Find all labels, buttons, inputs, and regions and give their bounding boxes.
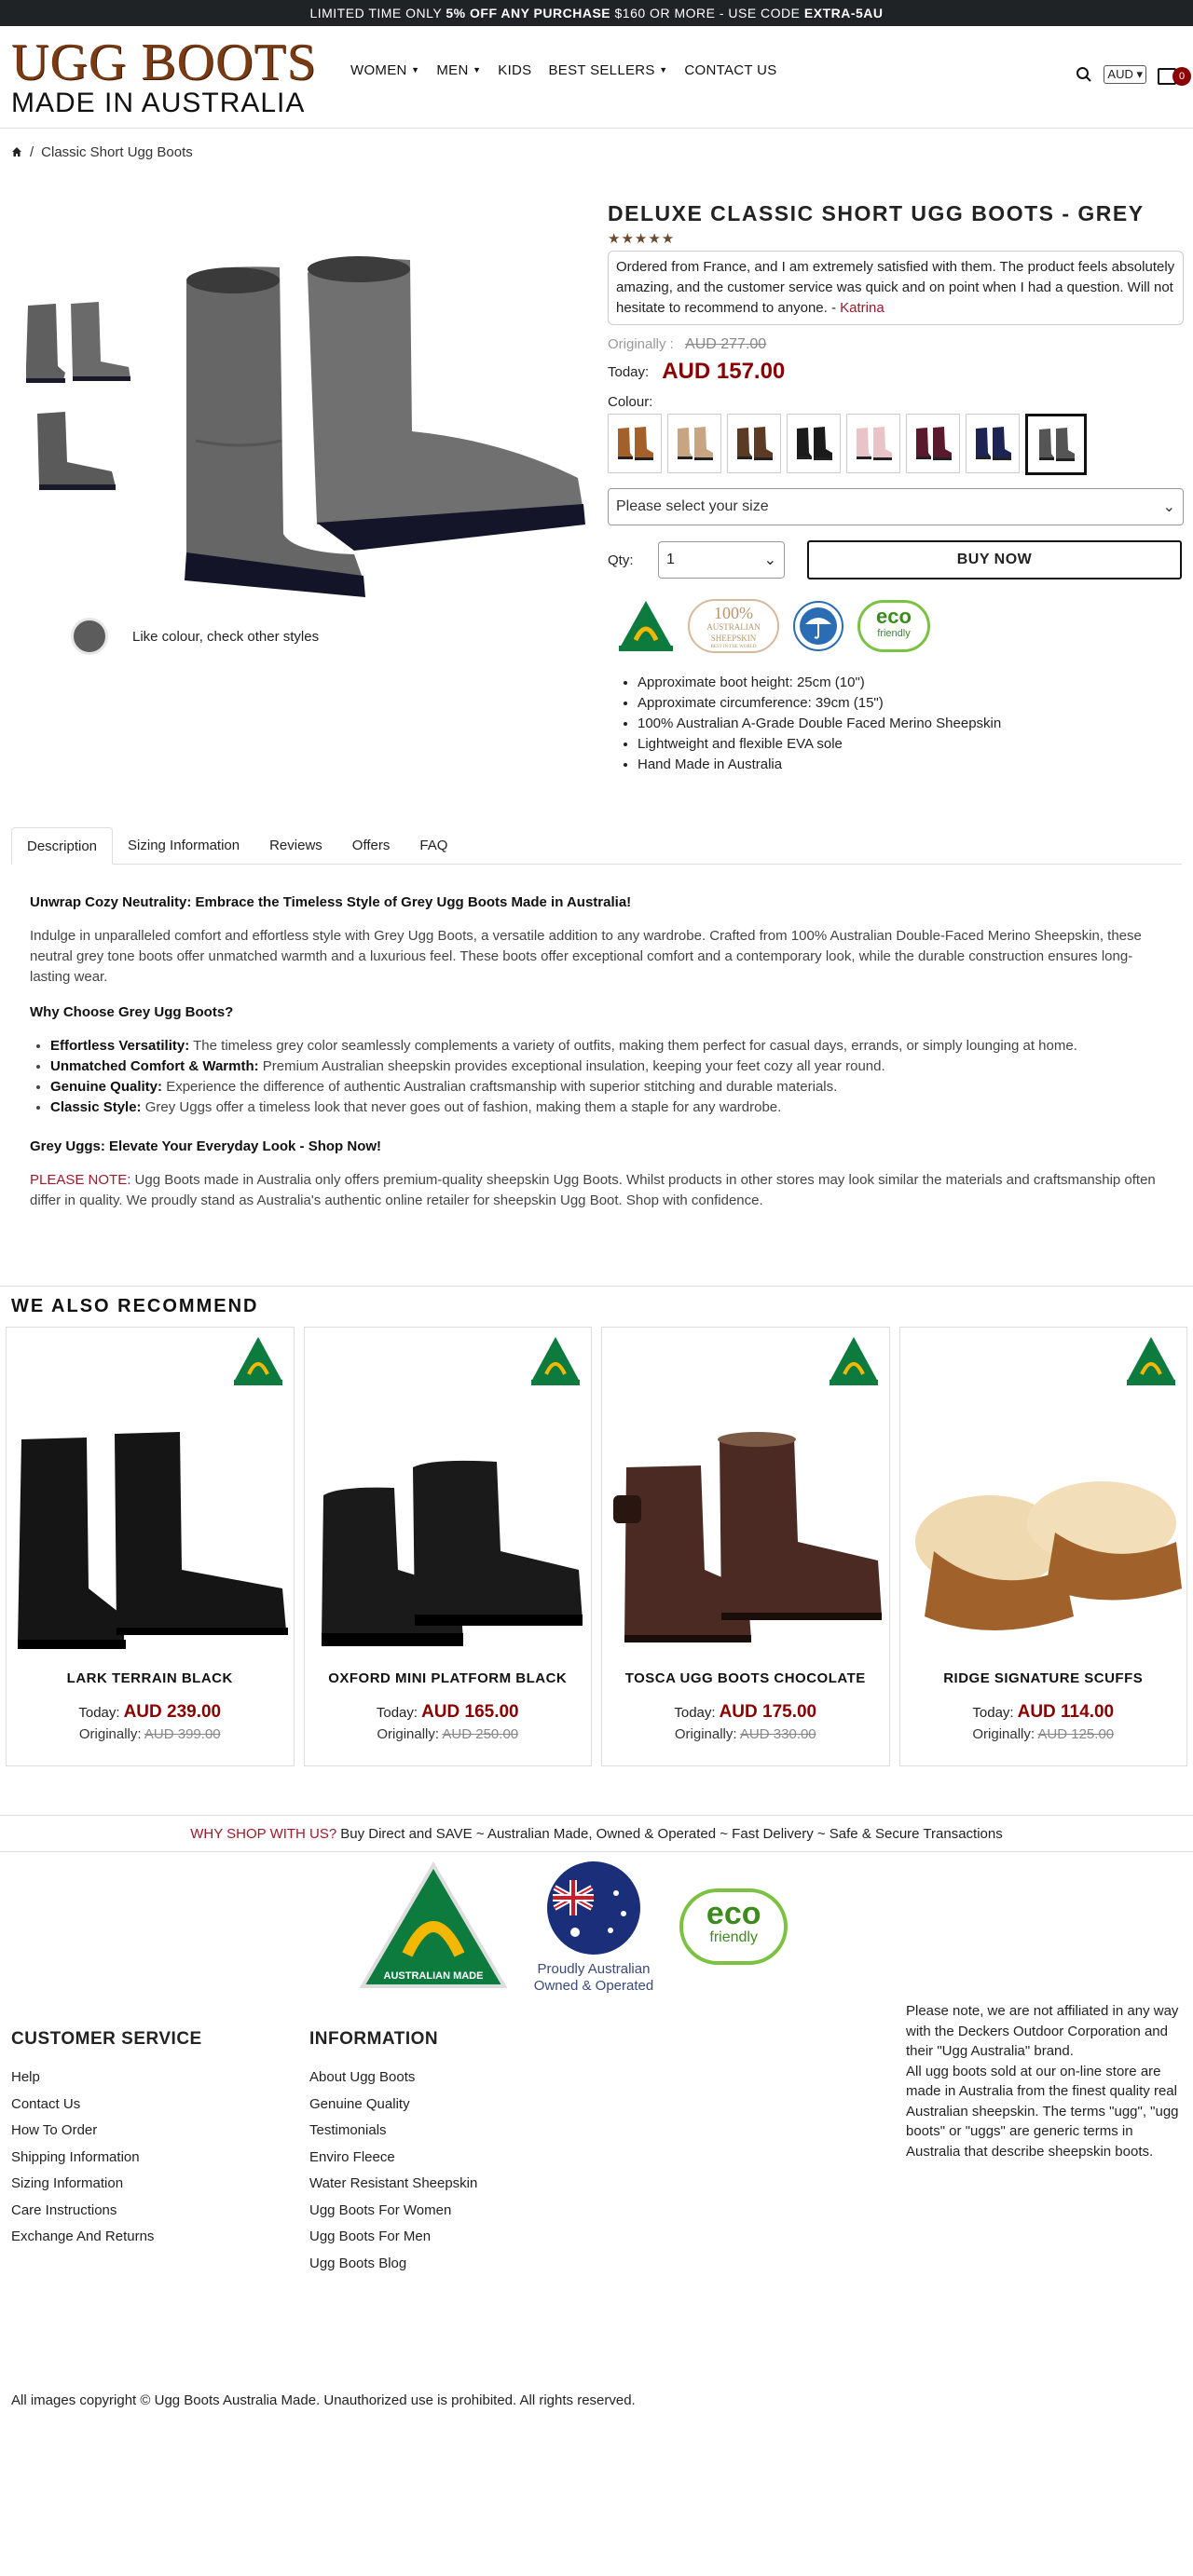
nav-best-sellers-label: BEST SELLERS	[548, 62, 655, 78]
benefit-title: Classic Style:	[50, 1099, 142, 1115]
product-card-original	[900, 1726, 1187, 1742]
benefit-text: Premium Australian sheepskin provides exceptional insulation, keeping your feet cozy all year round.	[262, 1058, 885, 1074]
footer-link[interactable]: Sizing Information	[11, 2175, 124, 2191]
buy-now-button[interactable]: BUY NOW	[807, 540, 1182, 579]
product-card-price: AUD 239.00	[123, 1702, 222, 1722]
water-resistant-icon	[792, 600, 844, 652]
benefit-text: Experience the difference of authentic Australian craftsmanship with superior stitching and durable materials.	[166, 1079, 838, 1095]
australian-made-icon	[617, 599, 675, 653]
product-card-today	[900, 1702, 1187, 1723]
product-card[interactable]	[304, 1327, 593, 1766]
australia-flag-icon	[545, 1860, 642, 1956]
product-card-original-price: AUD 250.00	[442, 1726, 519, 1742]
tab-sizing-information[interactable]: Sizing Information	[128, 838, 240, 853]
today-label: Today:	[972, 1705, 1014, 1721]
colour-swatches	[608, 414, 1184, 475]
currency-select[interactable]: AUD ▾	[1104, 65, 1146, 84]
site-header	[0, 26, 1193, 129]
caret-down-icon: ▼	[659, 65, 668, 75]
colour-swatch[interactable]	[608, 414, 662, 473]
product-card-original	[7, 1726, 294, 1742]
sheep-badge-1: 100%	[714, 604, 753, 622]
nav-kids-label: KIDS	[498, 62, 532, 78]
colour-swatch[interactable]	[846, 414, 900, 473]
copyright: All images copyright © Ugg Boots Australia Made. Unauthorized use is prohibited. All rights reserved.	[11, 2392, 636, 2408]
feature-list	[608, 673, 1184, 775]
product-card[interactable]	[6, 1327, 295, 1766]
proud-line-1: Proudly Australian	[537, 1960, 651, 1977]
footer-link[interactable]: Exchange And Returns	[11, 2228, 155, 2244]
disclaimer	[906, 2001, 1186, 2161]
home-icon[interactable]	[11, 146, 22, 157]
original-price-row	[608, 336, 1184, 353]
colour-swatch[interactable]	[906, 414, 960, 473]
tab-description[interactable]: Description	[11, 827, 113, 865]
featured-review	[608, 251, 1184, 325]
footer-link[interactable]: How To Order	[11, 2122, 98, 2138]
product-title: DELUXE CLASSIC SHORT UGG BOOTS - GREY	[608, 201, 1145, 225]
eco-badge-2: friendly	[877, 628, 911, 639]
product-card-name[interactable]: LARK TERRAIN BLACK	[66, 1670, 233, 1686]
information-links	[309, 2065, 608, 2277]
colour-swatch[interactable]	[787, 414, 841, 473]
description-heading: Unwrap Cozy Neutrality: Embrace the Timeless Style of Grey Ugg Boots Made in Australia!	[30, 894, 632, 910]
please-note	[30, 1170, 1163, 1211]
rating-stars: ★★★★★	[608, 231, 676, 247]
promo-discount: 5% OFF ANY PURCHASE	[446, 6, 611, 20]
customer-service-column	[11, 2001, 309, 2392]
nav-women[interactable]	[350, 62, 419, 78]
size-select[interactable]	[608, 488, 1184, 525]
information-title: INFORMATION	[309, 2029, 439, 2049]
cart-count-badge: 0	[1172, 67, 1191, 86]
proudly-australian-logo	[534, 1860, 653, 1995]
today-label: Today:	[674, 1705, 716, 1721]
eco-badge-1: eco	[876, 605, 912, 628]
why-text: Buy Direct and SAVE ~ Australian Made, Owned & Operated ~ Fast Delivery ~ Safe & Secure Transactions	[340, 1825, 1003, 1842]
thumbnail-2[interactable]	[19, 397, 138, 501]
colour-swatch[interactable]	[667, 414, 721, 473]
feature-item: • Approximate circumference: 39cm (15")	[638, 693, 1184, 714]
benefit-item	[50, 1036, 1163, 1056]
product-card-name[interactable]: RIDGE SIGNATURE SCUFFS	[943, 1670, 1144, 1686]
orig-label: Originally:	[972, 1726, 1035, 1742]
australian-made-icon	[529, 1335, 582, 1387]
product-card-image	[608, 1430, 885, 1654]
product-card-image	[906, 1430, 1184, 1654]
why-choose-heading: Why Choose Grey Ugg Boots?	[30, 1004, 234, 1020]
main-nav	[350, 62, 777, 78]
footer-link[interactable]: Ugg Boots For Women	[309, 2201, 452, 2218]
today-price-label: Today:	[608, 363, 650, 380]
product-card[interactable]	[601, 1327, 890, 1766]
promo-banner	[0, 0, 1193, 26]
information-column	[309, 2001, 608, 2392]
nav-contact-us[interactable]	[684, 62, 776, 78]
colour-label: Colour:	[608, 394, 653, 410]
eco-logo-1: eco	[706, 1896, 761, 1931]
disclaimer-1: Please note, we are not affiliated in any way with the Deckers Outdoor Corporation and their "Ugg Australia" brand.	[906, 2003, 1179, 2059]
product-info	[608, 201, 1184, 775]
boot-swatch-icon	[614, 423, 655, 464]
closing-heading: Grey Uggs: Elevate Your Everyday Look - Shop Now!	[30, 1138, 382, 1154]
why-shop-bar	[0, 1815, 1193, 1852]
breadcrumb-separator: /	[30, 143, 34, 160]
benefit-title: Genuine Quality:	[50, 1079, 163, 1095]
footer-link[interactable]: Help	[11, 2069, 40, 2085]
header-actions	[1076, 63, 1186, 86]
tab-offers[interactable]: Offers	[351, 838, 391, 853]
colour-swatch[interactable]	[1025, 414, 1087, 475]
product-card-today	[602, 1702, 889, 1723]
tab-faq[interactable]: FAQ	[419, 838, 448, 853]
caret-down-icon: ▼	[411, 65, 420, 75]
australian-made-icon	[232, 1335, 284, 1387]
product-card-original	[602, 1726, 889, 1742]
orig-label: Originally:	[674, 1726, 737, 1742]
eco-friendly-logo	[679, 1888, 788, 1965]
review-author: Katrina	[840, 300, 884, 316]
customer-service-links	[11, 2065, 309, 2251]
today-price-row	[608, 359, 1184, 385]
product-gallery	[0, 175, 596, 827]
chevron-down-icon: ⌄	[763, 552, 776, 568]
quantity-row	[608, 540, 1184, 579]
boot-swatch-icon	[734, 423, 775, 464]
benefit-text: The timeless grey color seamlessly complements a variety of outfits, making them perfect for casual days, errands, or simply lounging at home.	[193, 1038, 1077, 1054]
orig-label: Originally:	[78, 1726, 142, 1742]
footer-link[interactable]: Water Resistant Sheepskin	[309, 2175, 478, 2191]
logo-line-1: UGG BOOTS	[11, 33, 317, 91]
qty-value: 1	[666, 552, 675, 567]
nav-kids[interactable]	[498, 62, 531, 78]
orig-label: Originally:	[377, 1726, 440, 1742]
nav-best-sellers[interactable]	[549, 62, 668, 78]
sheep-badge-4: BEST IN THE WORLD	[710, 645, 757, 649]
today-price: AUD 157.00	[662, 359, 786, 384]
nav-men-label: MEN	[436, 62, 469, 78]
product-card-image	[310, 1430, 588, 1654]
footer-link[interactable]: Enviro Fleece	[309, 2148, 395, 2165]
review-text: Ordered from France, and I am extremely satisfied with them. The product feels absolutely amazing, and the customer service was quick and on point when I had a question. Will not hesitate to recommend to anyone. -	[616, 259, 1175, 316]
benefit-item	[50, 1097, 1163, 1118]
colour-dot[interactable]	[71, 618, 108, 655]
footer-link[interactable]: Care Instructions	[11, 2201, 117, 2218]
tab-reviews[interactable]: Reviews	[269, 838, 322, 853]
thumbnail-1[interactable]	[19, 287, 138, 391]
australian-sheepskin-icon	[688, 599, 779, 653]
colour-swatch[interactable]	[966, 414, 1020, 473]
eco-friendly-icon	[857, 600, 930, 652]
product-card-image	[12, 1430, 290, 1654]
australian-made-icon	[1125, 1335, 1177, 1387]
footer-logos	[0, 1852, 1193, 2001]
benefit-title: Effortless Versatility:	[50, 1038, 190, 1054]
promo-condition: $160 OR MORE - USE CODE	[614, 6, 801, 20]
original-price-label: Originally :	[608, 336, 674, 352]
description-paragraph: Indulge in unparalleled comfort and effortless style with Grey Ugg Boots, a versatile addition to any wardrobe. Crafted from 100% Australian Double-Faced Merino Sheepskin, these neutral grey tone boots offer unmatched warmth and a luxurious feel. These boots offer exceptional comfort and a contemporary look, while the durable construction ensures long-lasting wear.	[30, 928, 1142, 985]
boot-swatch-icon	[972, 423, 1013, 464]
product-card-original-price: AUD 330.00	[739, 1726, 816, 1742]
breadcrumb-current[interactable]: Classic Short Ugg Boots	[41, 143, 193, 160]
colour-swatch[interactable]	[727, 414, 781, 473]
today-label: Today:	[78, 1705, 120, 1721]
nav-women-label: WOMEN	[350, 62, 407, 78]
product-main-image	[168, 254, 587, 599]
nav-men[interactable]	[436, 62, 481, 78]
product-card-price: AUD 114.00	[1017, 1702, 1115, 1722]
australian-made-icon	[828, 1335, 880, 1387]
product-section	[0, 175, 1193, 827]
boot-swatch-icon	[674, 423, 715, 464]
footer-link[interactable]: Shipping Information	[11, 2148, 140, 2165]
footer-link[interactable]: Genuine Quality	[309, 2095, 410, 2112]
customer-service-title: CUSTOMER SERVICE	[11, 2029, 202, 2049]
size-placeholder: Please select your size	[616, 498, 769, 514]
footer-link[interactable]: Contact Us	[11, 2095, 81, 2112]
description-panel	[0, 865, 1193, 1211]
recommend-title: WE ALSO RECOMMEND	[11, 1296, 259, 1316]
recommend-grid	[0, 1327, 1193, 1766]
nav-contact-label: CONTACT US	[684, 62, 777, 78]
product-card-price: AUD 175.00	[719, 1702, 817, 1722]
proud-line-2: Owned & Operated	[533, 1977, 654, 1994]
disclaimer-2: All ugg boots sold at our on-line store are made in Australia from the finest quality real Australian sheepskin. The terms "ugg", "ugg boots" or "uggs" are generic terms in Australia that describe sheepskin boots.	[906, 2063, 1179, 2160]
other-styles-link[interactable]: Like colour, check other styles	[132, 629, 320, 645]
caret-down-icon: ▼	[473, 65, 482, 75]
product-card-price: AUD 165.00	[421, 1702, 519, 1722]
product-card-name[interactable]: OXFORD MINI PLATFORM BLACK	[328, 1670, 568, 1686]
sheep-badge-2: AUSTRALIAN	[706, 622, 761, 632]
original-price: AUD 277.00	[685, 336, 767, 352]
today-label: Today:	[376, 1705, 418, 1721]
benefit-item	[50, 1056, 1163, 1077]
product-card-name[interactable]: TOSCA UGG BOOTS CHOCOLATE	[624, 1670, 866, 1686]
footer-link[interactable]: About Ugg Boots	[309, 2069, 416, 2085]
trust-badges	[608, 598, 1184, 654]
product-tabs	[11, 827, 1182, 865]
made-logo-text: AUSTRALIAN MADE	[383, 1970, 484, 1982]
chevron-down-icon: ⌄	[1162, 499, 1175, 515]
footer-link[interactable]: Testimonials	[309, 2122, 387, 2138]
why-label: WHY SHOP WITH US?	[190, 1825, 337, 1842]
currency-value: AUD	[1107, 67, 1133, 81]
qty-label: Qty:	[608, 552, 634, 568]
australian-made-logo	[359, 1861, 508, 1992]
search-icon[interactable]	[1076, 66, 1092, 83]
footer-link[interactable]: Ugg Boots Blog	[309, 2255, 407, 2271]
boot-swatch-icon	[912, 423, 953, 464]
product-card-today	[7, 1702, 294, 1723]
boot-swatch-icon	[853, 423, 894, 464]
eco-logo-2: friendly	[709, 1929, 758, 1945]
feature-item: • 100% Australian A-Grade Double Faced Merino Sheepskin	[638, 714, 1184, 734]
feature-item: • Approximate boot height: 25cm (10")	[638, 673, 1184, 693]
note-text: Ugg Boots made in Australia only offers premium-quality sheepskin Ugg Boots. Whilst products in other stores may look similar the materials and craftsmanship often differ in quality. We proudly stand as Australia's authentic online retailer for sheepskin Ugg Boot. Shop with confidence.	[30, 1172, 1156, 1208]
feature-item: • Hand Made in Australia	[638, 755, 1184, 775]
product-card-today	[305, 1702, 592, 1723]
note-label: PLEASE NOTE:	[30, 1172, 131, 1188]
product-card[interactable]	[899, 1327, 1188, 1766]
sheep-badge-3: SHEEPSKIN	[710, 634, 757, 643]
product-card-original	[305, 1726, 592, 1742]
quantity-select[interactable]	[658, 541, 785, 579]
feature-item: • Lightweight and flexible EVA sole	[638, 734, 1184, 755]
breadcrumb	[0, 129, 1193, 175]
logo-line-2: MADE IN AUSTRALIA	[11, 87, 306, 118]
benefit-title: Unmatched Comfort & Warmth:	[50, 1058, 259, 1074]
boot-swatch-icon	[1035, 424, 1076, 465]
promo-prefix: LIMITED TIME ONLY	[309, 6, 442, 20]
product-card-original-price: AUD 125.00	[1037, 1726, 1115, 1742]
benefit-text: Grey Uggs offer a timeless look that never goes out of fashion, making them a staple for any wardrobe.	[144, 1099, 782, 1115]
benefit-list	[30, 1036, 1163, 1118]
benefit-item	[50, 1077, 1163, 1097]
promo-code: EXTRA-5AU	[803, 6, 884, 20]
boot-swatch-icon	[793, 423, 834, 464]
site-footer	[0, 2001, 1193, 2392]
footer-link[interactable]: Ugg Boots For Men	[309, 2228, 432, 2244]
site-logo[interactable]	[11, 34, 319, 120]
product-card-original-price: AUD 399.00	[144, 1726, 221, 1742]
cart-button[interactable]	[1158, 63, 1186, 86]
